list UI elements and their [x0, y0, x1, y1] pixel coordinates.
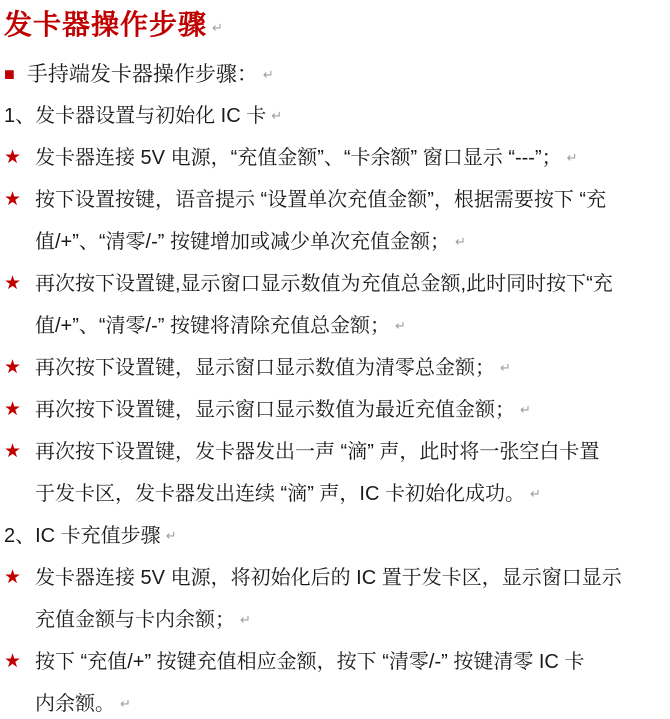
- star-item-continuation: [4, 221, 666, 263]
- paragraph-mark-icon: ↵: [240, 612, 251, 627]
- page-title: 发卡器操作步骤: [4, 9, 208, 40]
- star-item: [4, 179, 666, 221]
- star-item-continuation: [4, 473, 666, 515]
- star-bullet-icon: ★: [4, 189, 22, 210]
- star-bullet-icon: ★: [4, 399, 22, 420]
- item-text: 发卡器连接 5V 电源，“充值金额”、“卡余额” 窗口显示 “---”；: [35, 147, 562, 169]
- paragraph-mark-icon: ↵: [520, 402, 531, 417]
- item-text: 充值金额与卡内余额；: [35, 609, 235, 631]
- star-bullet-icon: ★: [4, 147, 22, 168]
- paragraph-mark-icon: ↵: [271, 108, 283, 123]
- paragraph-mark-icon: ↵: [212, 20, 223, 35]
- item-text: 发卡器连接 5V 电源，将初始化后的 IC 置于发卡区，显示窗口显示: [35, 567, 622, 589]
- paragraph-mark-icon: ↵: [165, 528, 177, 543]
- star-item: [4, 431, 666, 473]
- item-text: 再次按下设置键，显示窗口显示数值为最近充值金额；: [35, 399, 515, 421]
- red-square-bullet-icon: ■: [4, 64, 15, 84]
- star-item-continuation: [4, 683, 666, 719]
- star-bullet-icon: ★: [4, 651, 22, 672]
- item-text: 再次按下设置键，发卡器发出一声 “滴” 声，此时将一张空白卡置: [35, 441, 600, 463]
- paragraph-mark-icon: ↵: [120, 696, 131, 711]
- paragraph-mark-icon: ↵: [455, 234, 466, 249]
- item-text: 于发卡区，发卡器发出连续 “滴” 声，IC 卡初始化成功。: [35, 483, 525, 505]
- paragraph-mark-icon: ↵: [500, 360, 511, 375]
- title-row: [4, 2, 666, 53]
- star-item: [4, 137, 666, 179]
- section-heading: [4, 53, 666, 95]
- step1-title: [4, 95, 666, 137]
- step2-title: [4, 515, 666, 557]
- item-text: 按下 “充值/+” 按键充值相应金额，按下 “清零/-” 按键清零 IC 卡: [35, 651, 585, 673]
- item-text: 按下设置按键，语音提示 “设置单次充值金额”，根据需要按下 “充: [35, 189, 607, 211]
- item-text: 再次按下设置键，显示窗口显示数值为清零总金额；: [35, 357, 495, 379]
- star-item: [4, 641, 666, 683]
- step1-title-text: 1、发卡器设置与初始化 IC 卡: [4, 105, 267, 127]
- star-item: [4, 263, 666, 305]
- star-bullet-icon: ★: [4, 441, 22, 462]
- star-bullet-icon: ★: [4, 357, 22, 378]
- star-item: [4, 347, 666, 389]
- item-text: 值/+”、“清零/-” 按键将清除充值总金额；: [35, 315, 390, 337]
- paragraph-mark-icon: ↵: [395, 318, 406, 333]
- step2-title-text: 2、IC 卡充值步骤: [4, 525, 161, 547]
- star-item-continuation: [4, 305, 666, 347]
- star-item-continuation: [4, 599, 666, 641]
- star-item: [4, 557, 666, 599]
- paragraph-mark-icon: ↵: [262, 67, 274, 82]
- item-text: 内余额。: [35, 693, 115, 715]
- section-heading-text: 手持端发卡器操作步骤：: [26, 63, 258, 86]
- star-bullet-icon: ★: [4, 273, 22, 294]
- star-item: [4, 389, 666, 431]
- paragraph-mark-icon: ↵: [566, 150, 578, 165]
- star-bullet-icon: ★: [4, 567, 22, 588]
- paragraph-mark-icon: ↵: [530, 486, 541, 501]
- item-text: 值/+”、“清零/-” 按键增加或减少单次充值金额；: [35, 231, 450, 253]
- item-text: 再次按下设置键,显示窗口显示数值为充值总金额,此时同时按下“充: [35, 273, 613, 295]
